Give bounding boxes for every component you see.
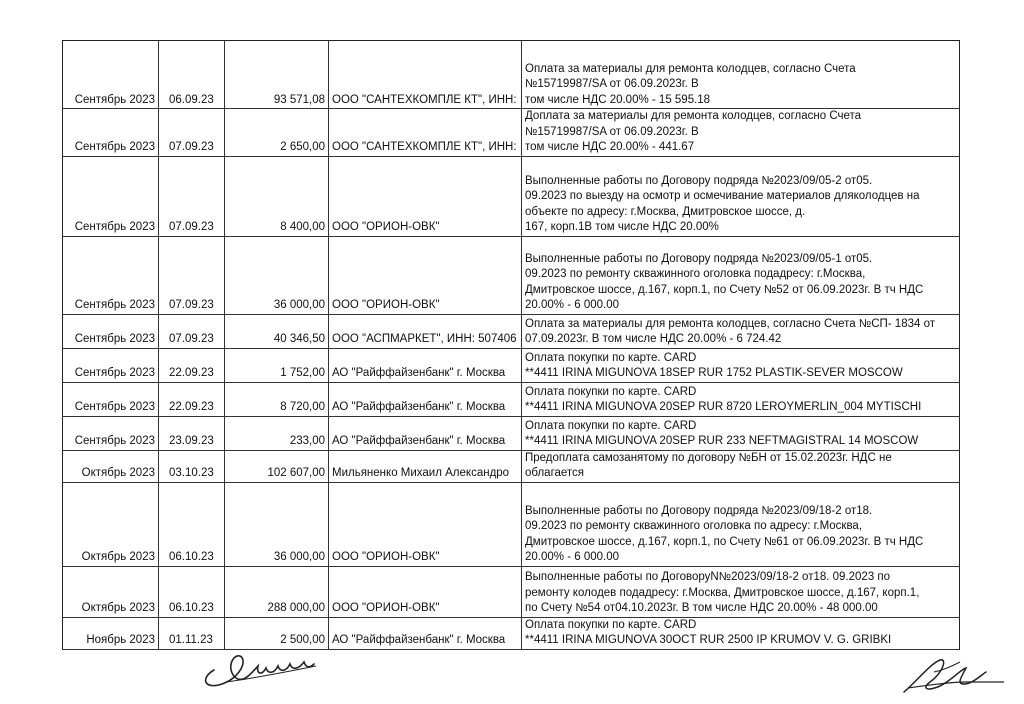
- table-row: [63, 416, 960, 450]
- row-date: 01.11.23: [159, 617, 225, 649]
- row-description: [522, 236, 960, 314]
- row-month: Октябрь 2023: [63, 566, 159, 617]
- row-description: [522, 109, 960, 157]
- description-line: Выполненные работы по Договору подряда №2023/09/05-1 от05.: [525, 252, 873, 265]
- description-line: Выполненные работы по Договору подряда №2023/09/18-2 от18.: [525, 504, 873, 517]
- row-month: Сентябрь 2023: [63, 109, 159, 157]
- row-month: Октябрь 2023: [63, 482, 159, 566]
- row-amount: 2 500,00: [225, 617, 329, 649]
- table-row: [63, 348, 960, 382]
- description-line: №15719987/SA от 06.09.2023г. В: [525, 78, 699, 90]
- description-line: Дмитровское шоссе, д.167, корп.1, по Счету №61 от 06.09.2023г. В тч НДС: [525, 535, 924, 548]
- row-description: [522, 566, 960, 617]
- description-line: **4411 IRINA MIGUNOVA 18SEP RUR 1752 PLASTIK-SEVER MOSCOW: [525, 367, 903, 379]
- description-line: том числе НДС 20.00% - 441.67: [525, 141, 695, 153]
- row-date: 06.09.23: [159, 41, 225, 109]
- description-line: Оплата за материалы для ремонта колодцев, согласно Счета: [525, 62, 856, 75]
- description-line: Оплата покупки по карте. CARD: [525, 385, 697, 398]
- row-date: 03.10.23: [159, 450, 225, 482]
- row-month: Октябрь 2023: [63, 450, 159, 482]
- row-counterparty: ООО "АСПМАРКЕТ", ИНН: 507406: [329, 314, 522, 348]
- row-date: 22.09.23: [159, 382, 225, 416]
- row-date: 23.09.23: [159, 416, 225, 450]
- row-counterparty: ООО "ОРИОН-ОВК": [329, 156, 522, 236]
- row-month: Сентябрь 2023: [63, 314, 159, 348]
- row-amount: 36 000,00: [225, 482, 329, 566]
- row-month: Сентябрь 2023: [63, 41, 159, 109]
- row-counterparty: ООО "САНТЕХКОМПЛЕ КТ", ИНН:: [329, 41, 522, 109]
- table-row: [63, 109, 960, 157]
- row-date: 07.09.23: [159, 236, 225, 314]
- description-line: Оплата покупки по карте. CARD: [525, 618, 697, 631]
- description-line: 09.2023 по выезду на осмотр и осмечивание материалов дляколодцев на: [525, 190, 920, 202]
- row-description: [522, 482, 960, 566]
- row-description: [522, 348, 960, 382]
- description-line: 20.00% - 6 000.00: [525, 551, 619, 563]
- row-counterparty: ООО "ОРИОН-ОВК": [329, 482, 522, 566]
- row-counterparty: ООО "ОРИОН-ОВК": [329, 236, 522, 314]
- payments-table: [62, 40, 960, 650]
- description-line: **4411 IRINA MIGUNOVA 30OCT RUR 2500 IP KRUMOV V. G. GRIBKI: [525, 634, 892, 646]
- description-line: 167, корп.1В том числе НДС 20.00%: [525, 221, 719, 233]
- table-row: [63, 236, 960, 314]
- description-line: Предоплата самозанятому по договору №БН от 15.02.2023г. НДС не: [525, 451, 892, 464]
- row-month: Сентябрь 2023: [63, 416, 159, 450]
- description-line: **4411 IRINA MIGUNOVA 20SEP RUR 233 NEFTMAGISTRAL 14 MOSCOW: [525, 435, 919, 447]
- row-amount: 233,00: [225, 416, 329, 450]
- row-date: 22.09.23: [159, 348, 225, 382]
- row-amount: 8 400,00: [225, 156, 329, 236]
- row-amount: 1 752,00: [225, 348, 329, 382]
- description-line: том числе НДС 20.00% - 15 595.18: [525, 93, 711, 106]
- description-line: ремонту колодев подадресу: г.Москва, Дмитровское шоссе, д.167, корп.1,: [525, 586, 920, 599]
- row-month: Ноябрь 2023: [63, 617, 159, 649]
- description-line: 07.09.2023г. В том числе НДС 20.00% - 6 724.42: [525, 333, 782, 345]
- row-date: 06.10.23: [159, 566, 225, 617]
- row-counterparty: ООО "САНТЕХКОМПЛЕ КТ", ИНН:: [329, 109, 522, 157]
- row-amount: 93 571,08: [225, 41, 329, 109]
- description-line: Выполненные работы по ДоговоруN№2023/09/18-2 от18. 09.2023 по: [525, 571, 891, 583]
- table-row: [63, 566, 960, 617]
- row-counterparty: АО "Райффайзенбанк" г. Москва: [329, 382, 522, 416]
- description-line: №15719987/SA от 06.09.2023г. В: [525, 125, 699, 138]
- row-description: [522, 156, 960, 236]
- table-row: [63, 450, 960, 482]
- description-line: по Счету №54 от04.10.2023г. В том числе НДС 20.00% - 48 000.00: [525, 602, 878, 614]
- description-line: 09.2023 по ремонту скважинного оголовка подадресу: г.Москва,: [525, 268, 866, 280]
- row-counterparty: ООО "ОРИОН-ОВК": [329, 566, 522, 617]
- row-amount: 288 000,00: [225, 566, 329, 617]
- description-line: объекте по адресу: г.Москва, Дмитровское шоссе, д.: [525, 205, 806, 218]
- table-row: [63, 156, 960, 236]
- row-amount: 102 607,00: [225, 450, 329, 482]
- row-amount: 8 720,00: [225, 382, 329, 416]
- row-description: [522, 314, 960, 348]
- table-row: [63, 314, 960, 348]
- row-date: 07.09.23: [159, 314, 225, 348]
- row-counterparty: АО "Райффайзенбанк" г. Москва: [329, 617, 522, 649]
- table-row: [63, 41, 960, 109]
- table-row: [63, 482, 960, 566]
- row-amount: 36 000,00: [225, 236, 329, 314]
- row-counterparty: Мильяненко Михаил Александро: [329, 450, 522, 482]
- row-description: [522, 450, 960, 482]
- row-counterparty: АО "Райффайзенбанк" г. Москва: [329, 416, 522, 450]
- signature-right: [896, 652, 1006, 696]
- row-description: [522, 617, 960, 649]
- row-description: [522, 41, 960, 109]
- description-line: **4411 IRINA MIGUNOVA 20SEP RUR 8720 LEROYMERLIN_004 MYTISCHI: [525, 401, 922, 413]
- row-date: 07.09.23: [159, 109, 225, 157]
- row-date: 07.09.23: [159, 156, 225, 236]
- description-line: Доплата за материалы для ремонта колодцев, согласно Счета: [525, 110, 862, 122]
- row-amount: 2 650,00: [225, 109, 329, 157]
- description-line: Выполненные работы по Договору подряда №2023/09/05-2 от05.: [525, 174, 873, 187]
- description-line: 09.2023 по ремонту скважинного оголовка по адресу: г.Москва,: [525, 520, 863, 532]
- payments-table-body: [63, 41, 960, 650]
- row-description: [522, 382, 960, 416]
- row-month: Сентябрь 2023: [63, 236, 159, 314]
- description-line: 20.00% - 6 000.00: [525, 299, 619, 311]
- row-description: [522, 416, 960, 450]
- row-month: Сентябрь 2023: [63, 348, 159, 382]
- row-amount: 40 346,50: [225, 314, 329, 348]
- row-date: 06.10.23: [159, 482, 225, 566]
- description-line: Оплата покупки по карте. CARD: [525, 351, 697, 364]
- description-line: Оплата за материалы для ремонта колодцев, согласно Счета №СП- 1834 от: [525, 317, 935, 330]
- description-line: Оплата покупки по карте. CARD: [525, 419, 697, 432]
- description-line: облагается: [525, 467, 585, 479]
- row-counterparty: АО "Райффайзенбанк" г. Москва: [329, 348, 522, 382]
- table-row: [63, 617, 960, 649]
- description-line: Дмитровское шоссе, д.167, корп.1, по Счету №52 от 06.09.2023г. В тч НДС: [525, 283, 924, 296]
- signature-left: [196, 648, 326, 692]
- table-row: [63, 382, 960, 416]
- row-month: Сентябрь 2023: [63, 156, 159, 236]
- row-month: Сентябрь 2023: [63, 382, 159, 416]
